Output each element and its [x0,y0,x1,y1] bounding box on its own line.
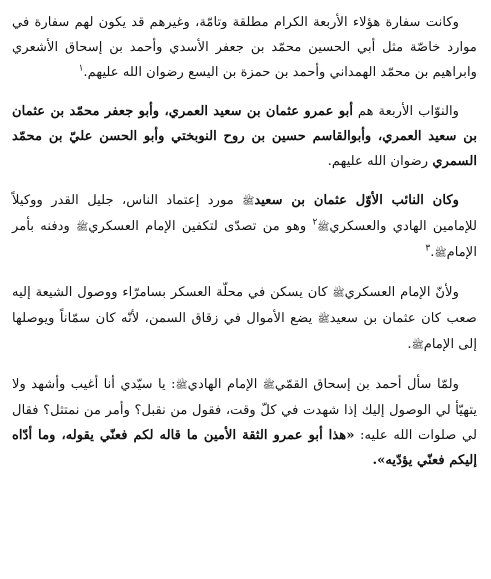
body-text: ولمّا سأل أحمد بن إسحاق القمّي [274,377,459,392]
honorific-glyph: ﷺ [262,380,275,391]
honorific-glyph: ﷺ [317,314,330,325]
body-text: كان يسكن في محلّة العسكر بسامرّاء ووصول الشيعة إليه صعب كان عثمان بن سعيد [12,285,477,326]
body-text: والنوّاب الأربعة هم [352,104,459,119]
body-text: يضع الأموال في زقاق السمن، لأنّه كان سمّاناً ويوصلها إلى الإمام [12,311,477,352]
honorific-glyph: ﷺ [242,196,255,207]
paragraph-2 [12,99,477,174]
body-text: ولأنّ الإمام العسكري [344,285,459,300]
body-text: ودفنه بأمر الإمام [12,219,477,260]
footnote-marker: ٢ [312,217,318,228]
footnote-marker: ٣ [425,243,431,254]
paragraph-5 [12,372,477,473]
body-text: الإمام الهادي [187,377,263,392]
footnote-marker: ١ [78,63,84,74]
honorific-glyph: ﷺ [76,222,89,233]
body-text: : يا سيّدي أنا أغيب وأشهد ولا يتهيّأ لي الوصول إليك إذا شهدت في كلّ وقت، فقول من نقبل؟ وأمر من نمتثل؟ فقال لي صلوات الله عليه: [12,377,478,443]
body-text: مورد إعتماد الناس، جليل القدر ووكيلاً للإمامين الهادي والعسكري [12,193,477,234]
paragraph-4 [12,280,477,358]
bold-text: أبو عمرو عثمان بن سعيد العمري، وأبو جعفر محمّد بن عثمان بن سعيد العمري، وأبوالقاسم حسين بن روح النوبختي وأبو الحسن عليّ بن محمّد السمري [12,104,477,169]
body-text: وكانت سفارة هؤلاء الأربعة الكرام مطلقة وتامّة، وغيرهم قد يكون لهم سفارة في موارد خاصّة مثل أبي الحسين محمّد بن جعفر الأسدي وأحمد بن إسحاق الأشعري وابراهيم بن محمّد الهمداني وأحمد بن حمزة بن اليسع رضوان الله عليهم. [12,15,477,80]
honorific-glyph: ﷺ [317,222,330,233]
honorific-glyph: ﷺ [434,248,447,259]
body-text: رضوان الله عليهم. [327,154,433,169]
paragraph-3 [12,188,477,266]
bold-text: وكان النائب الأوّل عثمان بن سعيد [254,193,459,208]
honorific-glyph: ﷺ [411,340,424,351]
paragraph-1 [12,10,477,85]
body-text: . [407,337,412,352]
honorific-glyph: ﷺ [332,288,345,299]
bold-text: «هذا أبو عمرو الثقة الأمين ما قاله لكم فعنّي يقوله، وما أدّاه إليكم فعنّي يؤدّيه». [12,428,477,468]
body-text: وهو من تصدّى لتكفين الإمام العسكري [88,219,313,234]
body-text: . [430,245,435,260]
honorific-glyph: ﷺ [175,380,188,391]
